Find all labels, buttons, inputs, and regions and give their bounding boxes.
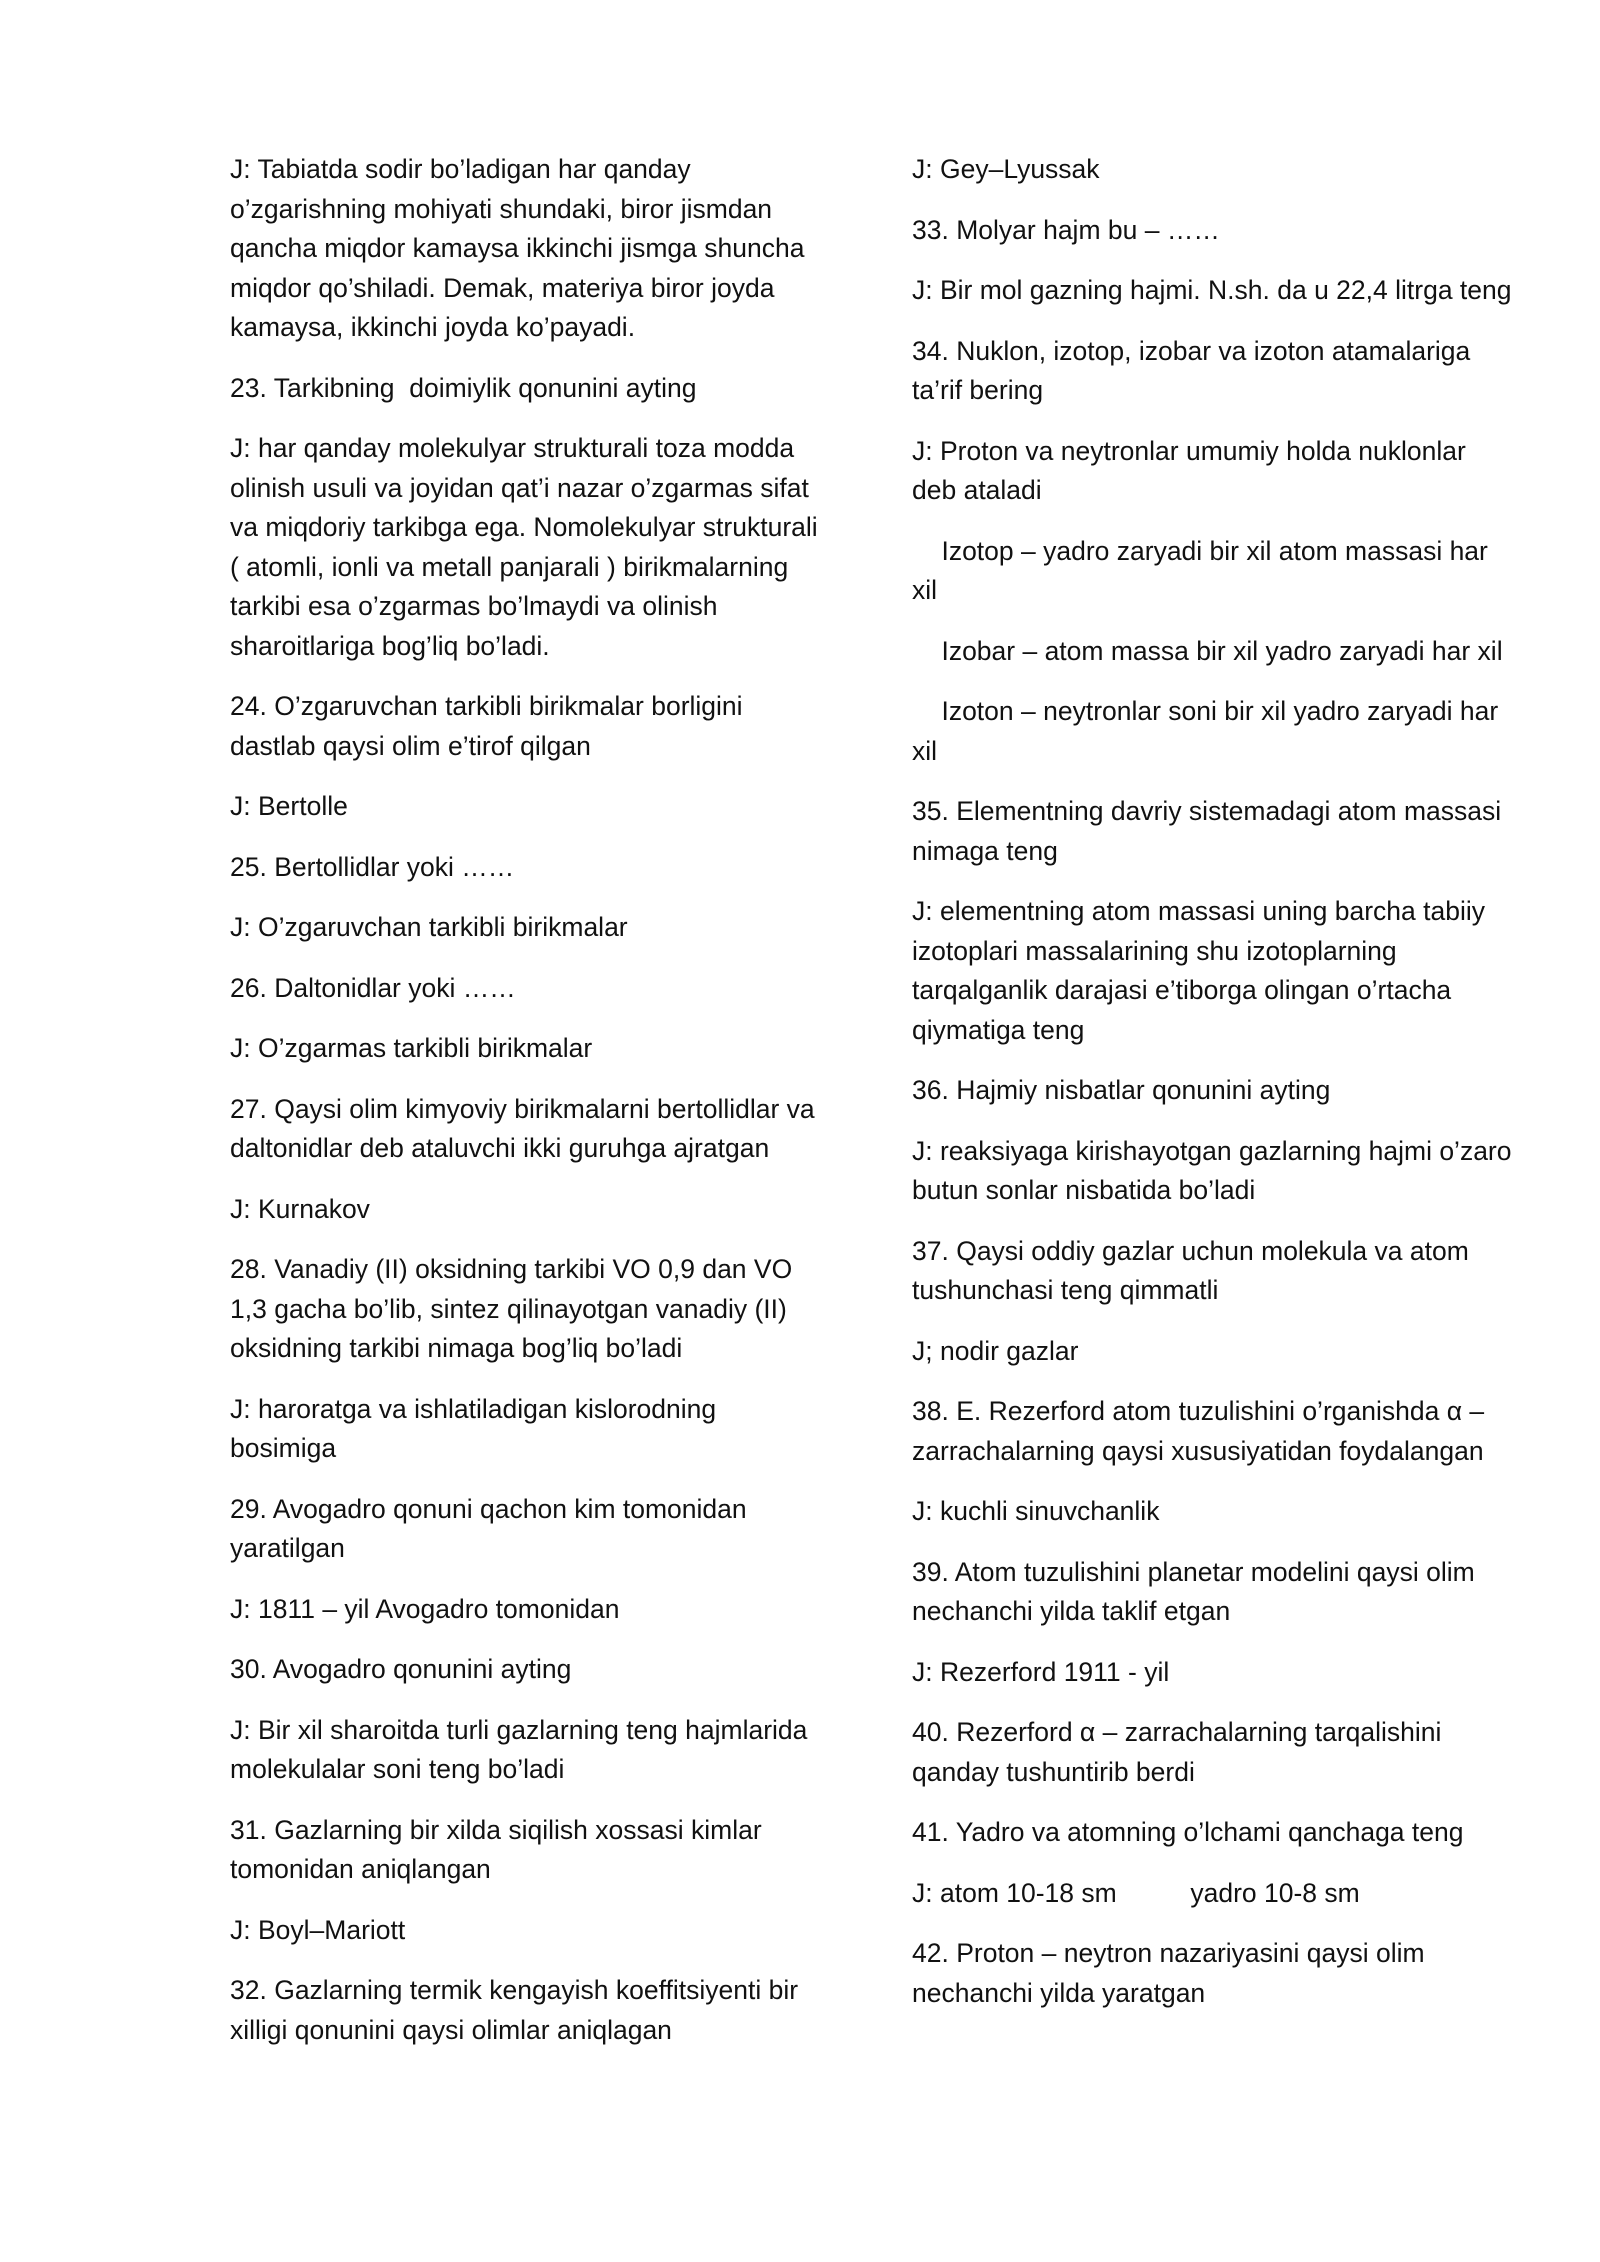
answer-34-izotop: Izotop – yadro zaryadi bir xil atom massasi har xil xyxy=(912,535,1496,605)
answer-27: J: Kurnakov xyxy=(230,1193,370,1224)
question-33: 33. Molyar hajm bu – …… xyxy=(912,214,1220,245)
answer-30: J: Bir xil sharoitda turli gazlarning teng hajmlarida molekulalar soni teng bo’ladi xyxy=(230,1714,815,1784)
answer-35: J: elementning atom massasi uning barcha tabiiy izotoplari massalarining shu izotoplarning tarqalganlik darajasi e’tiborga olingan o’rtacha qiymatiga teng xyxy=(912,896,1493,1045)
question-26: 26. Daltonidlar yoki …… xyxy=(230,972,516,1003)
left-column xyxy=(230,150,826,2071)
question-34: 34. Nuklon, izotop, izobar va izoton atamalariga ta’rif bering xyxy=(912,335,1478,405)
question-42: 42. Proton – neytron nazariyasini qaysi olim nechanchi yilda yaratgan xyxy=(912,1938,1432,2008)
answer-32: J: Gey–Lyussak xyxy=(912,154,1100,184)
answer-37: J; nodir gazlar xyxy=(912,1335,1079,1366)
question-38: 38. E. Rezerford atom tuzulishini o’rganishda α – zarrachalarning qaysi xususiyatidan foydalangan xyxy=(912,1396,1492,1466)
answer-23: J: har qanday molekulyar strukturali toza modda olinish usuli va joyidan qat’i nazar o’zgarmas sifat va miqdoriy tarkibga ega. Nomolekulyar strukturali ( atomli, ionli va metall panjarali ) birikmalarning tarkibi esa o’zgarmas bo’lmaydi va olinish sharoitlariga bog’liq bo’ladi. xyxy=(230,433,826,661)
question-29: 29. Avogadro qonuni qachon kim tomonidan yaratilgan xyxy=(230,1493,755,1563)
question-27: 27. Qaysi olim kimyoviy birikmalarni bertollidlar va daltonidlar deb ataluvchi ikki guruhga ajratgan xyxy=(230,1093,823,1163)
question-25: 25. Bertollidlar yoki …… xyxy=(230,851,515,882)
answer-31: J: Boyl–Mariott xyxy=(230,1914,406,1945)
answer-33: J: Bir mol gazning hajmi. N.sh. da u 22,4 litrga teng xyxy=(912,275,1512,305)
question-36: 36. Hajmiy nisbatlar qonunini ayting xyxy=(912,1075,1331,1105)
answer-34-izoton: Izoton – neytronlar soni bir xil yadro zaryadi har xil xyxy=(912,696,1506,766)
answer-25: J: O’zgaruvchan tarkibli birikmalar xyxy=(230,912,628,942)
answer-41: J: atom 10-18 sm yadro 10-8 sm xyxy=(912,1877,1360,1908)
question-37: 37. Qaysi oddiy gazlar uchun molekula va atom tushunchasi teng qimmatli xyxy=(912,1235,1477,1305)
question-39: 39. Atom tuzulishini planetar modelini qaysi olim nechanchi yilda taklif etgan xyxy=(912,1556,1483,1626)
answer-28: J: haroratga va ishlatiladigan kislorodning bosimiga xyxy=(230,1393,724,1463)
answer-38: J: kuchli sinuvchanlik xyxy=(912,1496,1160,1526)
question-41: 41. Yadro va atomning o’lchami qanchaga teng xyxy=(912,1817,1464,1847)
question-23: 23. Tarkibning doimiylik qonunini ayting xyxy=(230,372,697,403)
answer-24: J: Bertolle xyxy=(230,791,348,821)
question-31: 31. Gazlarning bir xilda siqilish xossasi kimlar tomonidan aniqlangan xyxy=(230,1814,770,1884)
question-35: 35. Elementning davriy sistemadagi atom massasi nimaga teng xyxy=(912,796,1509,866)
answer-34: J: Proton va neytronlar umumiy holda nuklonlar deb ataladi xyxy=(912,435,1474,505)
question-24: 24. O’zgaruvchan tarkibli birikmalar borligini dastlab qaysi olim e’tirof qilgan xyxy=(230,691,750,761)
question-28: 28. Vanadiy (II) oksidning tarkibi VO 0,9 dan VO 1,3 gacha bo’lib, sintez qilinayotgan vanadiy (II) oksidning tarkibi nimaga bog’liq bo’ladi xyxy=(230,1254,800,1363)
answer-36: J: reaksiyaga kirishayotgan gazlarning hajmi o’zaro butun sonlar nisbatida bo’ladi xyxy=(912,1135,1519,1205)
answer-26: J: O’zgarmas tarkibli birikmalar xyxy=(230,1033,593,1063)
question-40: 40. Rezerford α – zarrachalarning tarqalishini qanday tushuntirib berdi xyxy=(912,1717,1449,1787)
question-30: 30. Avogadro qonunini ayting xyxy=(230,1654,572,1684)
answer-paragraph: J: Tabiatda sodir bo’ladigan har qanday o’zgarishning mohiyati shundaki, biror jismdan qancha miqdor kamaysa ikkinchi jismga shuncha miqdor qo’shiladi. Demak, materiya biror joyda kamaysa, ikkinchi joyda ko’payadi. xyxy=(230,154,812,342)
answer-39: J: Rezerford 1911 - yil xyxy=(912,1656,1170,1687)
answer-34-izobar: Izobar – atom massa bir xil yadro zaryadi har xil xyxy=(912,635,1503,666)
answer-29: J: 1811 – yil Avogadro tomonidan xyxy=(230,1593,620,1624)
right-column xyxy=(912,150,1519,2034)
question-32: 32. Gazlarning termik kengayish koeffitsiyenti bir xilligi qonunini qaysi olimlar aniqlagan xyxy=(230,1975,806,2045)
